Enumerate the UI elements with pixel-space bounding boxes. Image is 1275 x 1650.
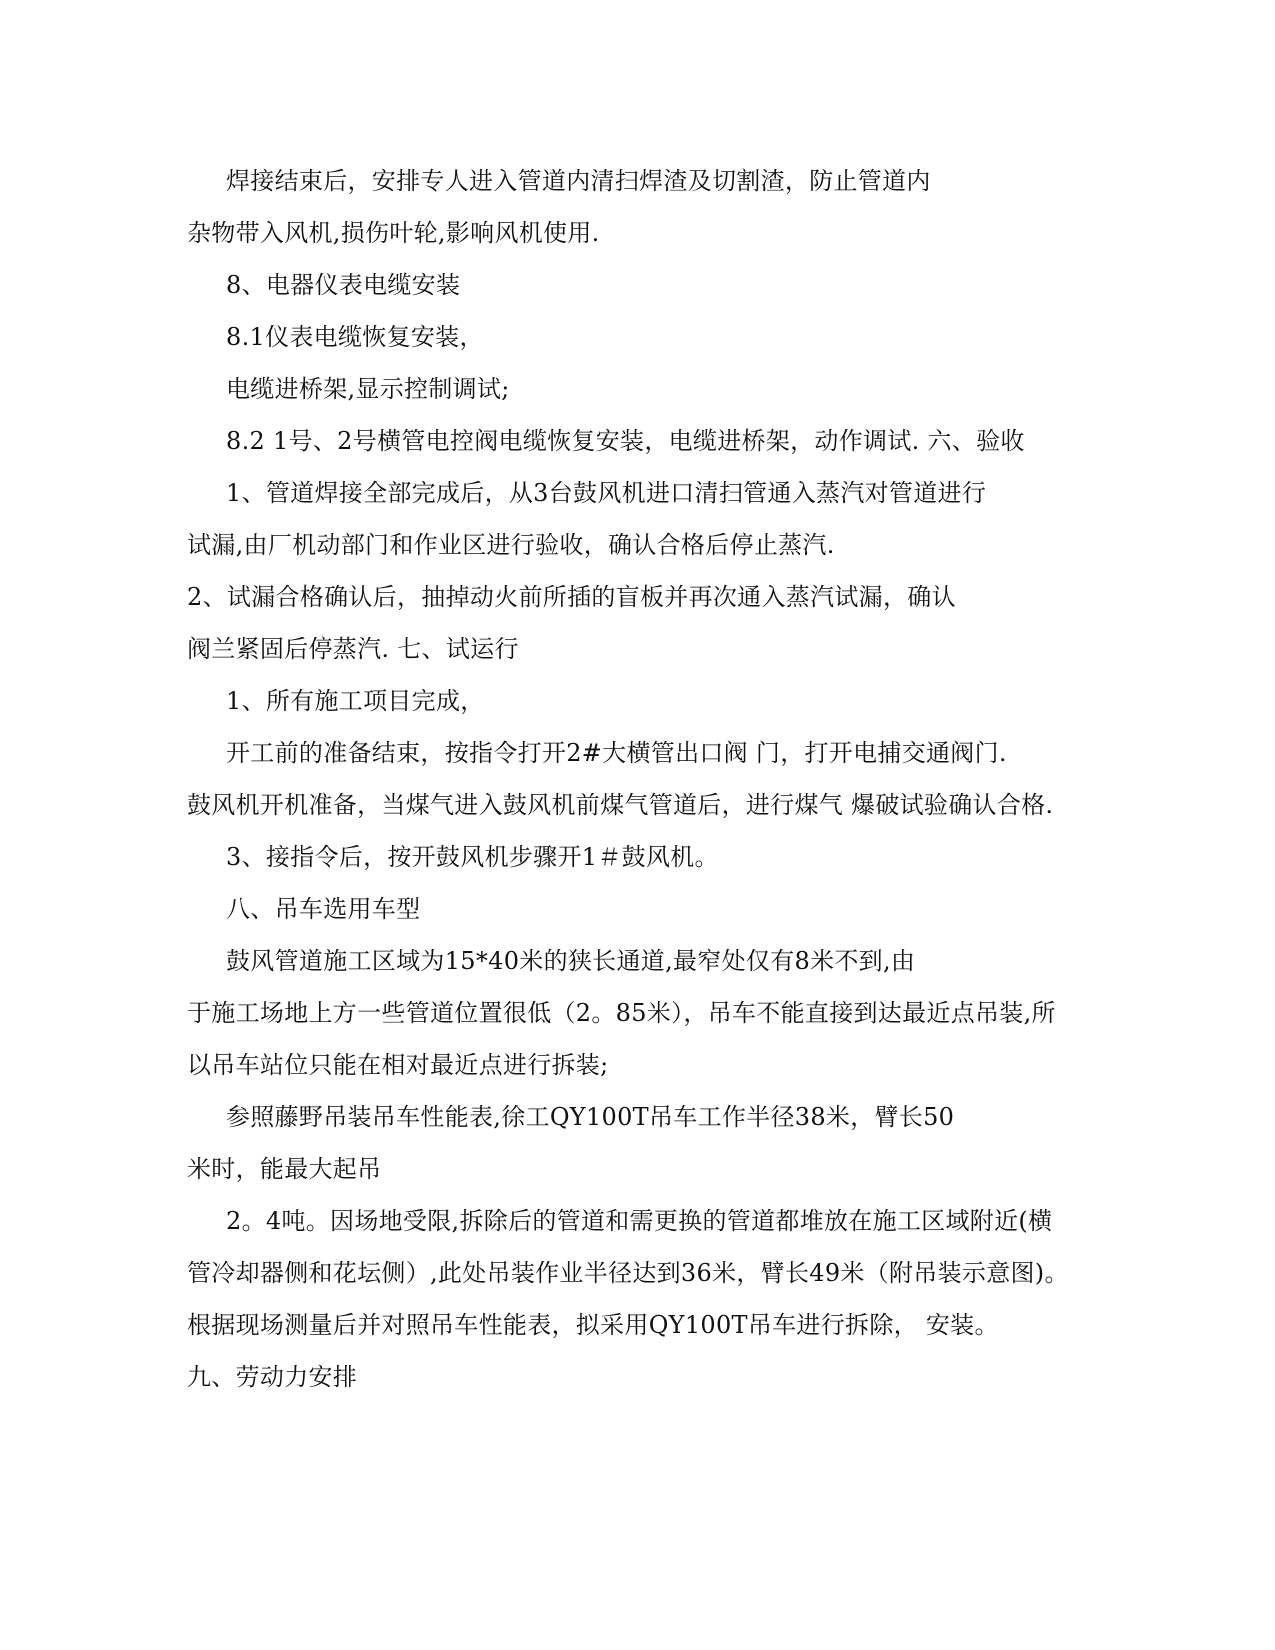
paragraph-line: 阀兰紧固后停蒸汽. 七、试运行	[187, 635, 519, 663]
paragraph-line: 3、接指令后，按开鼓风机步骤开1＃鼓风机。	[226, 843, 719, 871]
paragraph-line: 根据现场测量后并对照吊车性能表，拟采用QY100T吊车进行拆除， 安装。	[187, 1311, 999, 1339]
paragraph-line: 以吊车站位只能在相对最近点进行拆装;	[187, 1051, 609, 1079]
paragraph-line: 2。4吨。因场地受限,拆除后的管道和需更换的管道都堆放在施工区域附近(横	[226, 1207, 1053, 1235]
section-heading: 8、电器仪表电缆安装	[226, 271, 461, 299]
paragraph-line: 于施工场地上方一些管道位置很低（2。85米），吊车不能直接到达最近点吊装,所	[187, 999, 1056, 1027]
paragraph-line: 鼓风机开机准备，当煤气进入鼓风机前煤气管道后，进行煤气 爆破试验确认合格.	[187, 791, 1054, 819]
paragraph-line: 8.1仪表电缆恢复安装，	[226, 323, 484, 351]
paragraph-line: 开工前的准备结束，按指令打开2#大横管出口阀 门，打开电捕交通阀门.	[226, 739, 1007, 767]
paragraph-line: 1、管道焊接全部完成后，从3台鼓风机进口清扫管通入蒸汽对管道进行	[226, 479, 987, 507]
paragraph-line: 鼓风管道施工区域为15*40米的狭长通道,最窄处仅有8米不到,由	[226, 947, 916, 975]
paragraph-line: 管冷却器侧和花坛侧）,此处吊装作业半径达到36米，臂长49米（附吊装示意图)。	[187, 1259, 1069, 1287]
paragraph-line: 8.2 1号、2号横管电控阀电缆恢复安装，电缆进桥架，动作调试. 六、验收	[226, 427, 1025, 455]
paragraph-line: 焊接结束后，安排专人进入管道内清扫焊渣及切割渣，防止管道内	[226, 167, 931, 195]
paragraph-line: 参照藤野吊装吊车性能表,徐工QY100T吊车工作半径38米，臂长50	[226, 1103, 955, 1131]
paragraph-line: 试漏,由厂机动部门和作业区进行验收，确认合格后停止蒸汽.	[187, 531, 835, 559]
section-heading: 九、劳动力安排	[187, 1363, 358, 1391]
paragraph-line: 1、所有施工项目完成，	[226, 687, 485, 715]
paragraph-line: 米时，能最大起吊	[187, 1155, 382, 1183]
paragraph-line: 2、试漏合格确认后，抽掉动火前所插的盲板并再次通入蒸汽试漏，确认	[187, 583, 956, 611]
paragraph-line: 电缆进桥架,显示控制调试;	[226, 375, 510, 403]
paragraph-line: 杂物带入风机,损伤叶轮,影响风机使用.	[187, 219, 600, 247]
section-heading: 八、吊车选用车型	[226, 895, 421, 923]
